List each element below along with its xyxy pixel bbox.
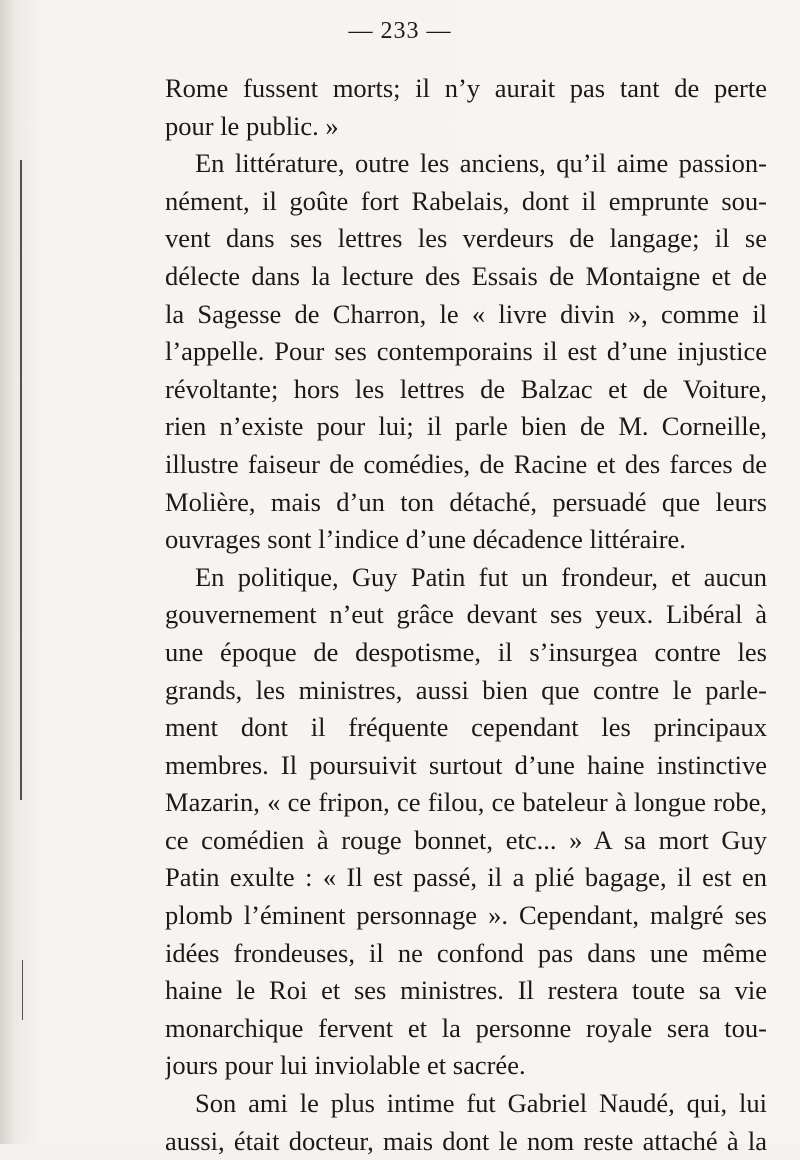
text-line: Son ami le plus intime fut Gabriel Naudé, qui, lui bbox=[195, 1088, 767, 1119]
text-line: pour le public. » bbox=[165, 110, 339, 141]
text-line: rien n’existe pour lui; il parle bien de M. Corneille, bbox=[165, 411, 767, 442]
text-line: Rome fussent morts; il n’y aurait pas tant de perte bbox=[165, 73, 767, 103]
text-line: idées frondeuses, il ne confond pas dans une même bbox=[165, 937, 767, 968]
text-line: la Sagesse de Charron, le « livre divin », comme il bbox=[165, 298, 767, 329]
body-text bbox=[165, 70, 767, 1160]
text-line: vent dans ses lettres les verdeurs de langage; il se bbox=[165, 223, 767, 254]
text-line: En politique, Guy Patin fut un frondeur, et aucun bbox=[195, 561, 767, 592]
text-line: ouvrages sont l’indice d’une décadence littéraire. bbox=[165, 524, 686, 555]
text-line: délecte dans la lecture des Essais de Montaigne et de bbox=[165, 260, 767, 291]
text-line: haine le Roi et ses ministres. Il restera toute sa vie bbox=[165, 975, 767, 1006]
text-line: révoltante; hors les lettres de Balzac et de Voiture, bbox=[165, 373, 767, 404]
text-line: Mazarin, « ce fripon, ce filou, ce bateleur à longue robe, bbox=[165, 787, 767, 818]
text-line: Patin exulte : « Il est passé, il a plié bagage, il est en bbox=[165, 862, 767, 893]
text-line: monarchique fervent et la personne royale sera tou- bbox=[165, 1012, 767, 1043]
text-line: ce comédien à rouge bonnet, etc... » A sa mort Guy bbox=[165, 824, 767, 855]
text-line: nément, il goûte fort Rabelais, dont il emprunte sou- bbox=[165, 185, 767, 216]
text-line: illustre faiseur de comédies, de Racine et des farces de bbox=[165, 448, 767, 479]
text-line: gouvernement n’eut grâce devant ses yeux. Libéral à bbox=[165, 599, 767, 630]
text-line: ment dont il fréquente cependant les principaux bbox=[165, 712, 767, 743]
page-number: — 233 — bbox=[348, 18, 452, 44]
text-line: aussi, était docteur, mais dont le nom reste attaché à la bbox=[165, 1125, 767, 1156]
binding-shadow bbox=[20, 160, 22, 800]
text-line: En littérature, outre les anciens, qu’il aime passion- bbox=[195, 148, 767, 179]
text-line: une époque de despotisme, il s’insurgea contre les bbox=[165, 636, 767, 667]
text-line: grands, les ministres, aussi bien que contre le parle- bbox=[165, 674, 767, 705]
text-line: membres. Il poursuivit surtout d’une haine instinctive bbox=[165, 749, 767, 780]
text-line: plomb l’éminent personnage ». Cependant, malgré ses bbox=[165, 900, 767, 931]
binding-shadow bbox=[22, 960, 23, 1020]
text-line: Molière, mais d’un ton détaché, persuadé que leurs bbox=[165, 486, 767, 517]
text-line: l’appelle. Pour ses contemporains il est d’une injustice bbox=[165, 336, 767, 367]
text-line: jours pour lui inviolable et sacrée. bbox=[165, 1050, 526, 1081]
